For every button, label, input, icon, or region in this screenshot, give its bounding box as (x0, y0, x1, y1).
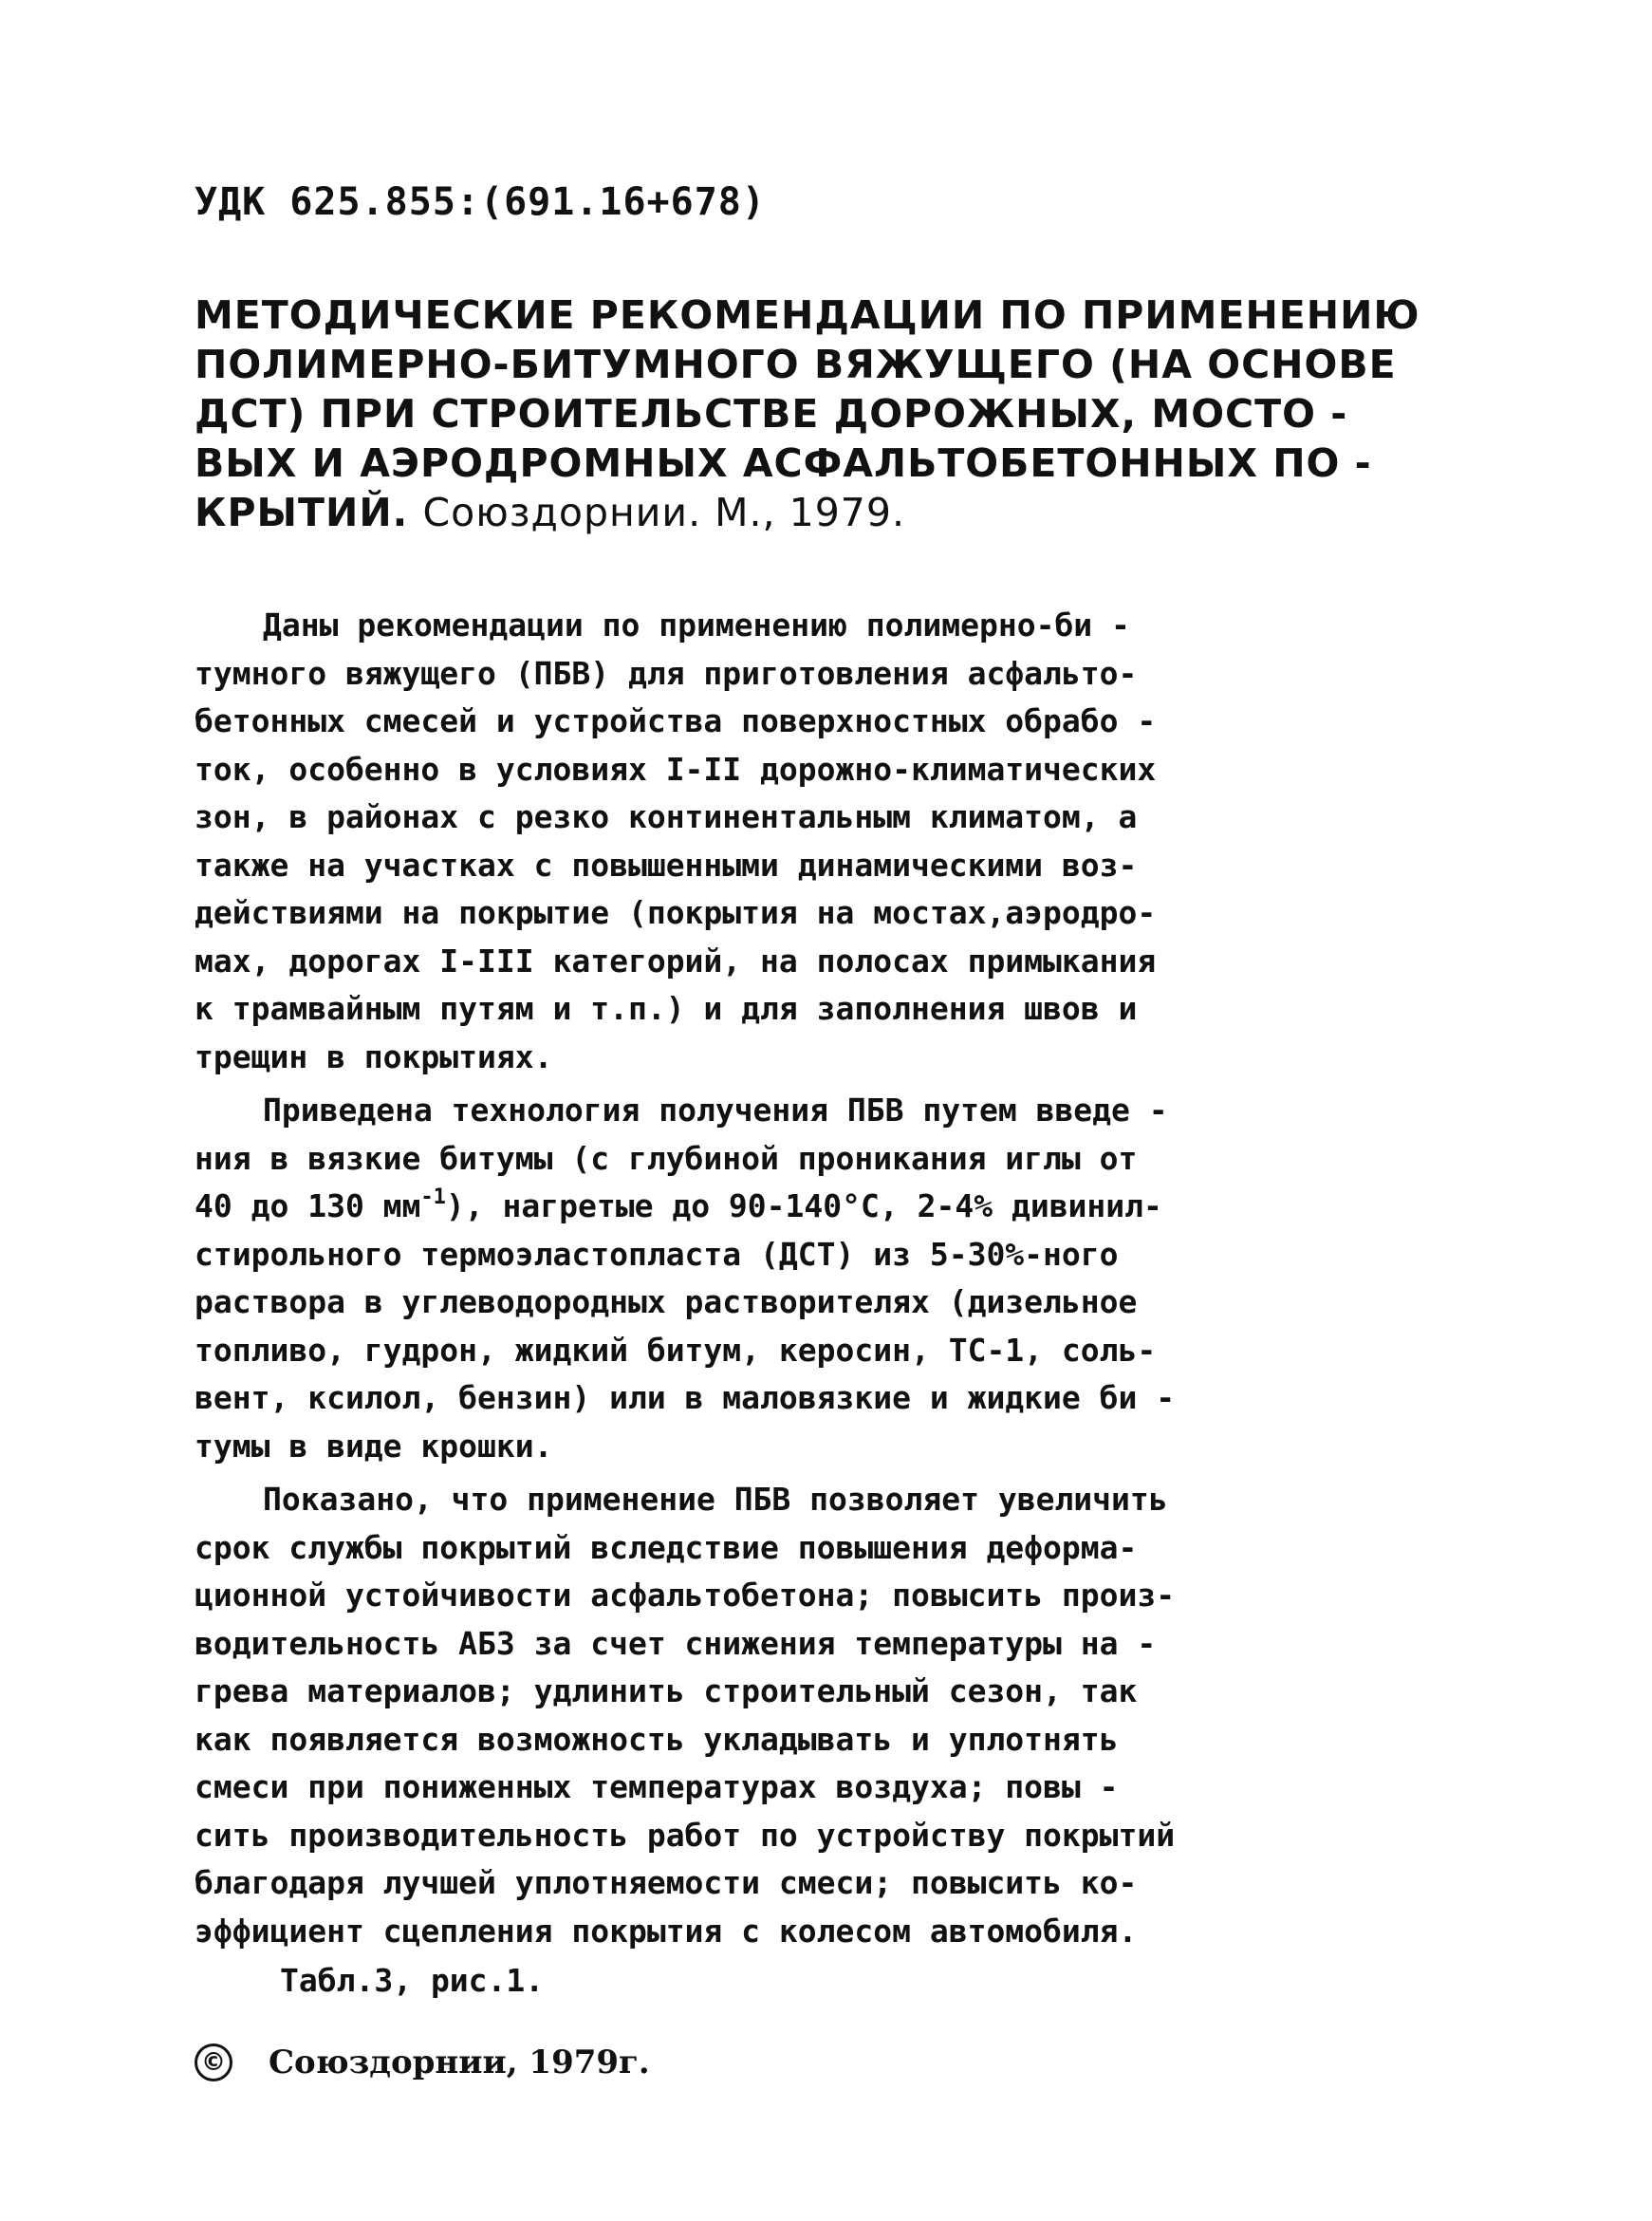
text-line: срок службы покрытий вследствие повышения деформа- (195, 1528, 1138, 1566)
copyright-text: Союздорнии, 1979г. (269, 2043, 650, 2081)
copyright-notice (195, 2044, 1447, 2081)
text-line: также на участках с повышенными динамическими воз- (195, 846, 1138, 884)
exponent: -1 (420, 1185, 446, 1209)
abstract-paragraph-3 (195, 1476, 1447, 2006)
title-line: ВЫХ И АЭРОДРОМНЫХ АСФАЛЬТОБЕТОННЫХ ПО - (195, 440, 1372, 486)
text-line: тумного вяжущего (ПБВ) для приготовления асфальто- (195, 654, 1138, 692)
text-line-with-exponent (195, 1183, 1447, 1231)
text-line: водительность АБЗ за счет снижения температуры на - (195, 1624, 1157, 1662)
text-line: вент, ксилол, бензин) или в маловязкие и жидкие би - (195, 1379, 1176, 1416)
copyright-icon: © (195, 2044, 232, 2081)
title-line: МЕТОДИЧЕСКИЕ РЕКОМЕНДАЦИИ ПО ПРИМЕНЕНИЮ (195, 292, 1420, 338)
document-page (195, 180, 1447, 2081)
text-line: смеси при пониженных температурах воздуха; повы - (195, 1768, 1119, 1805)
text-line: ния в вязкие битумы (с глубиной проникания иглы от (195, 1139, 1138, 1177)
text-line: Показано, что применение ПБВ позволяет увеличить (263, 1481, 1168, 1518)
abstract (195, 602, 1447, 2006)
udk-code: УДК 625.855:(691.16+678) (195, 180, 766, 224)
text-line: ционной устойчивости асфальтобетона; повысить произ- (195, 1577, 1176, 1614)
text-line: грева материалов; удлинить строительный сезон, так (195, 1672, 1138, 1709)
title-line: ДСТ) ПРИ СТРОИТЕЛЬСТВЕ ДОРОЖНЫХ, МОСТО - (195, 391, 1348, 437)
text-line: сить производительность работ по устройству покрытий (195, 1816, 1176, 1854)
text-line: трещин в покрытиях. (195, 1037, 553, 1075)
publisher-info: Союздорнии. М., 1979. (422, 490, 905, 535)
title-line: ПОЛИМЕРНО-БИТУМНОГО ВЯЖУЩЕГО (НА ОСНОВЕ (195, 342, 1397, 387)
text-line: эффициент сцепления покрытия с колесом автомобиля. (195, 1912, 1138, 1950)
text-line: как появляется возможность укладывать и уплотнять (195, 1720, 1119, 1758)
title-line: КРЫТИЙ. (195, 490, 409, 535)
text-line: к трамвайным путям и т.п.) и для заполнения швов и (195, 990, 1138, 1027)
text-line: зон, в районах с резко континентальным климатом, а (195, 798, 1138, 835)
text-line: благодаря лучшей уплотняемости смеси; повысить ко- (195, 1864, 1138, 1901)
text-line: бетонных смесей и устройства поверхностных обрабо - (195, 702, 1157, 739)
abstract-paragraph-2 (195, 1087, 1447, 1470)
text-fragment: 40 до 130 мм (195, 1187, 421, 1224)
text-line: топливо, гудрон, жидкий битум, керосин, ТС-1, соль- (195, 1331, 1157, 1369)
text-fragment: ), нагретые до 90-140°С, 2-4% дивинил- (445, 1187, 1162, 1224)
text-line: раствора в углеводородных растворителях (дизельное (195, 1283, 1138, 1320)
text-line: стирольного термоэластопласта (ДСТ) из 5-30%-ного (195, 1235, 1119, 1273)
text-line: мах, дорогах I-III категорий, на полосах примыкания (195, 942, 1157, 980)
document-title (195, 290, 1447, 537)
abstract-paragraph-1 (195, 602, 1447, 1081)
text-line: ток, особенно в условиях I-II дорожно-климатических (195, 750, 1157, 788)
title-line-last (195, 488, 1447, 537)
text-line: Приведена технология получения ПБВ путем введе - (263, 1092, 1168, 1129)
tables-figures-note: Табл.3, рис.1. (280, 1962, 545, 1999)
text-line: действиями на покрытие (покрытия на мостах,аэродро- (195, 894, 1157, 931)
text-line: тумы в виде крошки. (195, 1427, 553, 1465)
text-line: Даны рекомендации по применению полимерно-би - (263, 607, 1130, 644)
